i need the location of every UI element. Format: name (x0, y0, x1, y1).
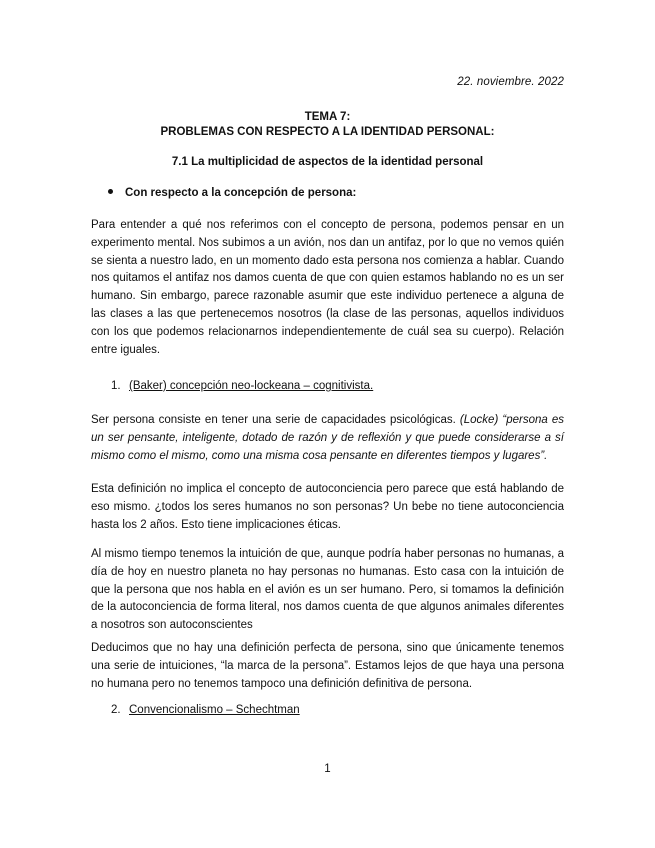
page-number: 1 (324, 763, 331, 775)
numbered-item-1-text: (Baker) concepción neo-lockeana – cognitivista. (129, 380, 374, 392)
paragraph-locke (91, 412, 564, 465)
section-heading: 7.1 La multiplicidad de aspectos de la identidad personal (171, 156, 484, 168)
paragraph-intro: Para entender a qué nos referimos con el concepto de persona, podemos pensar en un experimento mental. Nos subimos a un avión, nos dan un antifaz, por lo que no vemos quién se sienta a nuestro lado, en un momento dado esta persona nos comienza a hablar. Cuando nos quitamos el antifaz nos damos cuenta de que con quien estamos hablando no es un ser humano. Sin embargo, parece razonable asumir que este individuo pertenece a alguna de las clases a las que pertenecemos nosotros (la clase de las personas, aquellos individuos con los que podemos relacionarnos independientemente de cuál sea su cuerpo). Relación entre iguales. (91, 219, 564, 356)
paragraph-autoconciencia: Esta definición no implica el concepto de autoconciencia pero parece que está hablando de eso mismo. ¿todos los seres humanos no son personas? Un bebe no tiene autoconciencia hasta los 2 años. Esto tiene implicaciones éticas. (91, 483, 564, 531)
topic-title: TEMA 7: (304, 111, 351, 123)
bullet-item (108, 187, 356, 199)
numbered-item-2-text: Convencionalismo – Schechtman (129, 704, 300, 716)
paragraph-locke-quote: (Locke) “persona es un ser pensante, inteligente, dotado de razón y de reflexión y que puede considerarse a sí mismo como el mismo, como una misma cosa pensante en diferentes tiempos y lugares”. (91, 414, 564, 462)
document-date: 22. noviembre. 2022 (457, 76, 564, 88)
numbered-item-2-number: 2. (111, 704, 121, 716)
bullet-text: Con respecto a la concepción de persona: (125, 187, 357, 199)
paragraph-intuicion: Al mismo tiempo tenemos la intuición de que, aunque podría haber personas no humanas, a día de hoy en nuestro planeta no hay personas no humanas. Esto casa con la intuición de que la persona que nos habla en el avión es un ser humano. Pero, si tomamos la definición de la autoconciencia de forma literal, nos damos cuenta de que algunos animales diferentes a nosotros son autoconscientes (91, 548, 564, 632)
paragraph-locke-plain: Ser persona consiste en tener una serie de capacidades psicológicas. (91, 414, 460, 426)
numbered-item-2 (111, 704, 300, 716)
topic-subtitle: PROBLEMAS CON RESPECTO A LA IDENTIDAD PERSONAL: (160, 126, 495, 138)
paragraph-conclusion: Deducimos que no hay una definición perfecta de persona, sino que únicamente tenemos una serie de intuiciones, “la marca de la persona”. Estamos lejos de que haya una persona no humana pero no tenemos tampoco una definición definitiva de persona. (91, 642, 564, 690)
bullet-dot-icon (108, 189, 113, 194)
numbered-item-1-number: 1. (111, 380, 121, 392)
numbered-item-1 (111, 380, 373, 392)
